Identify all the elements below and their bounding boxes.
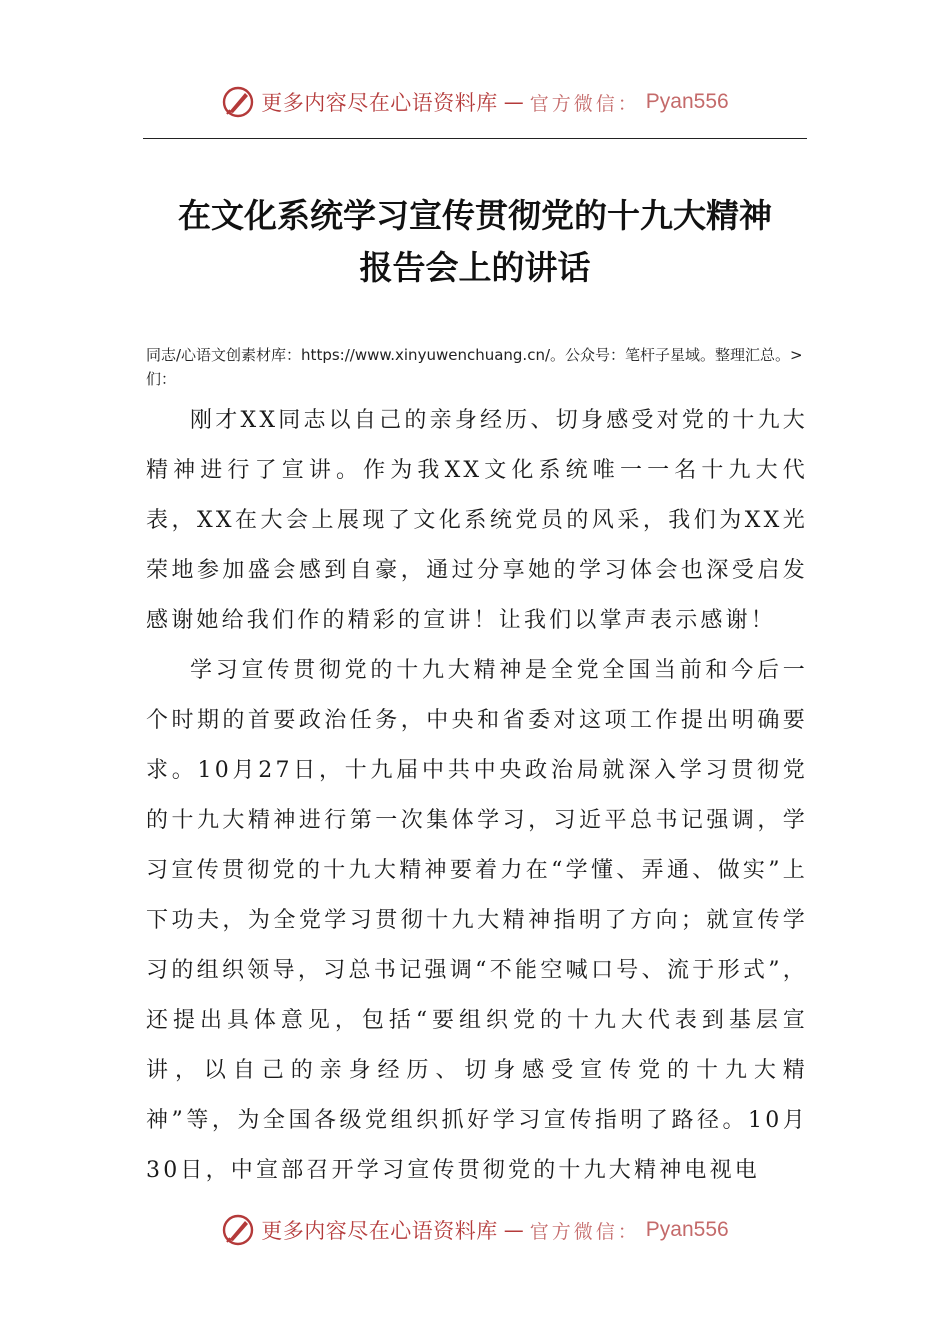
quill-pen-logo-icon: [221, 1213, 255, 1247]
banner-wechat-id: Pyan556: [645, 90, 729, 113]
banner-separator: —: [503, 90, 524, 114]
title-line-1: 在文化系统学习宣传贯彻党的十九大精神: [178, 196, 772, 235]
banner-brand-text: 更多内容尽在心语资料库: [261, 1219, 498, 1243]
footer-banner: [0, 1208, 950, 1252]
header-divider: [143, 138, 807, 139]
document-title: [100, 190, 850, 294]
source-line: 同志/心语文创素材库：https://www.xinyuwenchuang.cn/。公众号：笔杆子星域。整理汇总。>们：: [146, 346, 803, 388]
quill-pen-logo-icon: [221, 85, 255, 119]
paragraph: 学习宣传贯彻党的十九大精神是全党全国当前和今后一个时期的首要政治任务，中央和省委对这项工作提出明确要求。10月27日，十九届中共中央政治局就深入学习贯彻党的十九大精神进行第一次集体学习，习近平总书记强调，学习宣传贯彻党的十九大精神要着力在“学懂、弄通、做实”上下功夫，为全党学习贯彻十九大精神指明了方向；就宣传学习的组织领导，习总书记强调“不能空喊口号、流于形式”，还提出具体意见，包括“要组织党的十九大代表到基层宣讲，以自己的亲身经历、切身感受宣传党的十九大精神”等，为全国各级党组织抓好学习宣传指明了路径。10月30日，中宣部召开学习宣传贯彻党的十九大精神电视电: [146, 658, 808, 1183]
title-line-2: 报告会上的讲话: [359, 248, 591, 287]
banner-wechat-id: Pyan556: [645, 1218, 729, 1241]
banner-brand-text: 更多内容尽在心语资料库: [261, 91, 498, 115]
banner-wechat-label: 官方微信：: [529, 92, 640, 115]
paragraph: 刚才XX同志以自己的亲身经历、切身感受对党的十九大精神进行了宣讲。作为我XX文化系统唯一一名十九大代表，XX在大会上展现了文化系统党员的风采，我们为XX光荣地参加盛会感到自豪，通过分享她的学习体会也深受启发感谢她给我们作的精彩的宣讲！让我们以掌声表示感谢！: [146, 408, 808, 633]
document-body: [146, 396, 808, 1196]
header-banner: [0, 80, 950, 124]
banner-separator: —: [503, 1218, 524, 1242]
banner-wechat-label: 官方微信：: [529, 1220, 640, 1243]
